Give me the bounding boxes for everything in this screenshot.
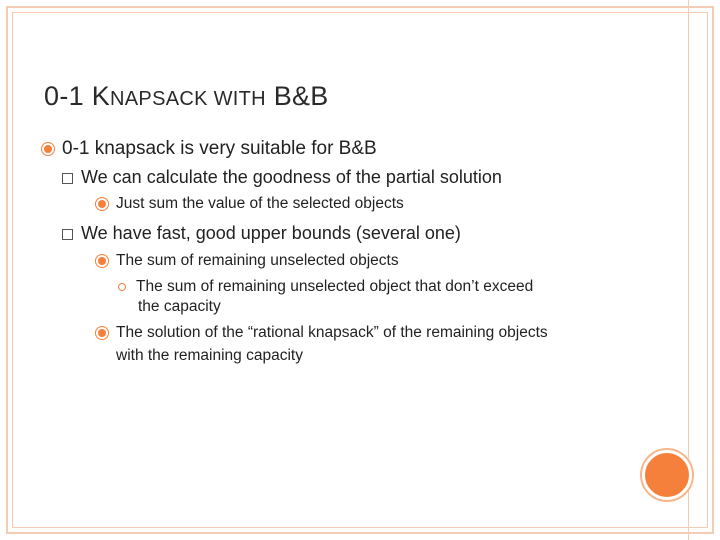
bullet-text: The sum of remaining unselected object that don’t exceed [136,278,534,295]
decorative-vertical-line [688,0,689,540]
bullet-level3 [98,195,404,213]
bullet-level1 [44,138,377,160]
bullet-level4 [118,278,533,296]
sun-bullet-icon [98,257,106,265]
sun-bullet-icon [98,329,106,337]
slide-title [44,76,329,113]
title-part-1: 0-1 K [44,81,111,111]
bullet-text: We can calculate the goodness of the partial solution [81,167,502,187]
bullet-level3 [98,324,548,342]
bullet-text: Just sum the value of the selected objects [116,195,404,212]
circle-bullet-icon [118,283,126,291]
square-bullet-icon [62,229,73,240]
decorative-orange-circle [642,450,692,500]
bullet-text: The solution of the “rational knapsack” of the remaining objects [116,324,548,341]
bullet-level2 [62,167,502,188]
bullet-continuation: with the remaining capacity [116,347,303,364]
bullet-text: We have fast, good upper bounds (several one) [81,223,461,243]
bullet-text: The sum of remaining unselected objects [116,252,399,269]
bullet-text: 0-1 knapsack is very suitable for B&B [62,138,377,159]
title-part-3: B&B [265,81,329,111]
sun-bullet-icon [44,145,52,153]
bullet-level3 [98,252,399,270]
bullet-level2 [62,223,461,244]
title-part-2: NAPSACK WITH [110,88,266,110]
sun-bullet-icon [98,200,106,208]
square-bullet-icon [62,173,73,184]
bullet-continuation: the capacity [138,298,221,315]
